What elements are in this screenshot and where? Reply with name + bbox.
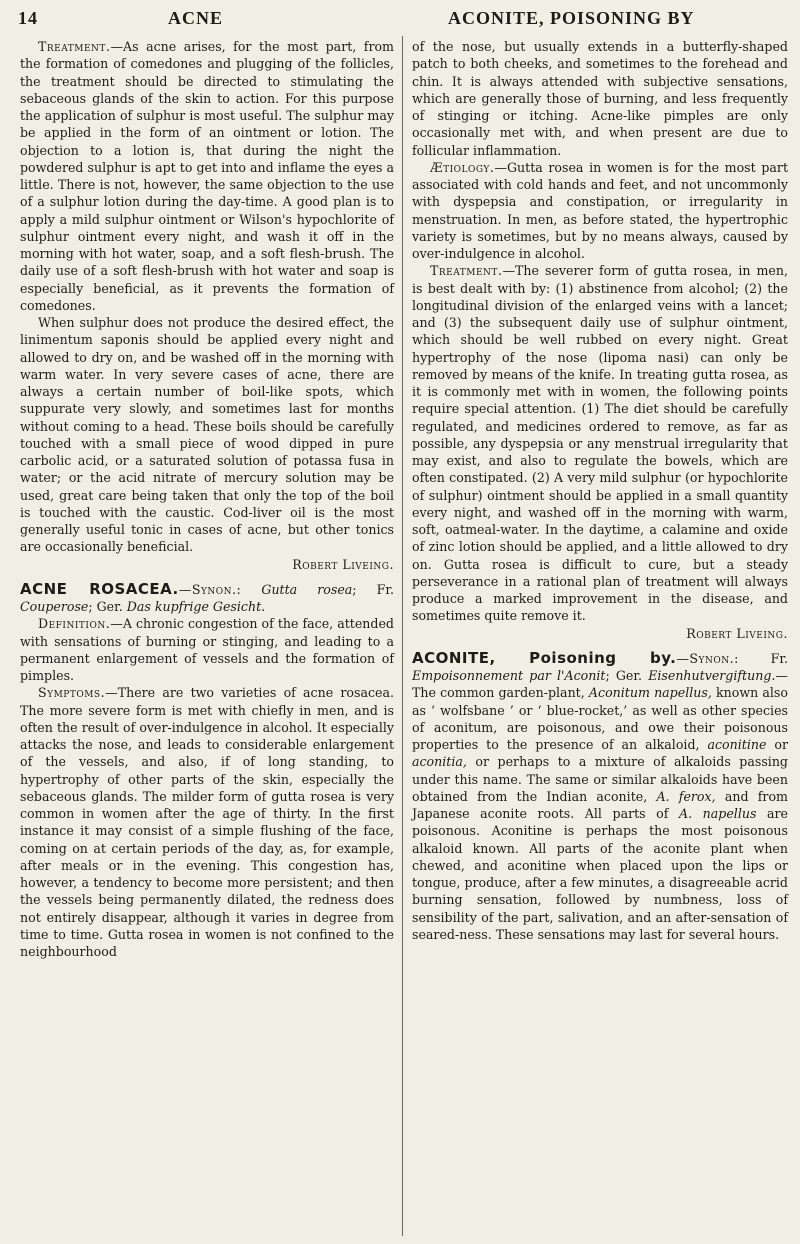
section-label: Definition.: [38, 616, 111, 632]
paragraph-text: known also as ‘ wolfsbane ’ or ‘ blue-rocket,’ as well as other species of aconitum, are poisonous, and owe their poisonous properties to the presence of an alkaloid,: [412, 685, 788, 752]
section-label: Treatment.: [38, 39, 111, 54]
paragraph-text: —Gutta rosea in women is for the most part associated with cold hands and feet, and not uncommonly with dyspepsia and constipation, or irregularity in menstruation. In men, as before stated, the hypertrophic variety is sometimes, but by no means always, caused by over-indulgence in alcohol.: [412, 159, 788, 261]
latin-name: A. ferox,: [656, 788, 716, 804]
continued-paragraph: of the nose, but usually extends in a butterfly-shaped patch to both cheeks, and sometimes to the forehead and chin. It is always attended with subjective sensations, which are generally those of burning, and less frequently of stinging or itching. Acne-like pimples are only occasionally met with, and when present are due to follicular inflammation.: [412, 39, 788, 158]
paragraph-text: —The severer form of gutta rosea, in men, is best dealt with by: (1) abstinence from alcohol; (2) the longitudinal division of the enlarged veins with a lancet; and (3) the subsequent daily use of sulphur ointment, which should be well rubbed on every night. Great hypertrophy of the nose (lipoma nasi) can only be removed by means of the knife. In treating gutta rosea, as it is commonly met with in women, the following points require special attention. (1) The diet should be carefully regulated, and medicines ordered to remove, as far as possible, any dyspepsia or any menstrual irregularity that may exist, and also to regulate the bowels, which are often constipated. (2) A very mild sulphur (or hypochlorite of sulphur) ointment should be applied in a small quantity every night, and washed off in the morning with warm, soft, oatmeal-water. In the daytime, a calamine and oxide of zinc lotion should be applied, and a little allowed to dry on. Gutta rosea is difficult to cure, but a steady perseverance in a rational plan of treatment will always produce a marked improvement in the disease, and sometimes quite remove it.: [412, 263, 788, 624]
synon-label: —Synon.:: [178, 581, 242, 597]
lang-label: ; Ger.: [605, 668, 643, 683]
column-divider: [402, 36, 403, 1236]
section-label: Treatment.: [430, 263, 503, 279]
paragraph-text: or perhaps to a mixture of alkaloids passing under this name. The same or similar alkaloids have been obtained from the Indian aconite,: [412, 754, 788, 804]
latin-name: A. napellus: [679, 806, 757, 821]
synonym: Couperose: [20, 599, 89, 614]
symptoms-paragraph: [20, 684, 394, 960]
paragraph-text: and from Japanese aconite roots. All parts of: [412, 788, 788, 821]
paragraph-text: are poisonous. Aconitine is perhaps the most poisonous alkaloid known. All parts of the aconite plant when chewed, and aconitine when placed upon the lips or tongue, produce, after a few minutes, a disagreeable acrid burning sensation, followed by numbness, loss of sensibility of the part, salivation, and an after-sensation of seared-ness. These sensations may last for several hours.: [412, 806, 788, 942]
author-signature: Robert Liveing.: [686, 625, 788, 641]
page-header: [18, 6, 786, 32]
synonym: Eisenhutvergiftung.: [648, 668, 776, 683]
synonym: Gutta rosea: [261, 581, 353, 597]
synon-label: —Synon.:: [676, 650, 739, 666]
lang-label: ; Ger.: [88, 599, 123, 614]
synonym: Das kupfrige Gesicht.: [126, 599, 266, 614]
paragraph-text: —The common garden-plant,: [412, 668, 788, 701]
entry-title: ACNE ROSACEA.: [20, 579, 179, 598]
paragraph-text: or: [774, 737, 788, 752]
section-label: Ætiology.: [430, 159, 495, 175]
lang-label: Fr.: [770, 650, 788, 666]
paragraph-text: —There are two varieties of acne rosacea. The more severe form is met with chiefly in men, and is often the result of over-indulgence in alcohol. It especially attacks the nose, and leads to considerable enlargement of the vessels, and also, if of long standing, to hypertrophy of other parts of the skin, especially the sebaceous glands. The milder form of gutta rosea is very common in women after the age of thirty. In the first instance it may consist of a simple flushing of the face, coming on at certain periods of the day, as, for example, after meals or in the evening. This congestion has, however, a tendency to become more persistent; and then the vessels being permanently dilated, the redness does not entirely disappear, although it varies in degree from time to time. Gutta rosea in women is not confined to the neighbourhood: [20, 685, 394, 959]
right-column: [412, 38, 788, 943]
entry-acne-rosacea: [20, 581, 394, 616]
definition-paragraph: [20, 615, 394, 684]
entry-title: ACONITE, Poisoning by.: [412, 648, 677, 667]
latin-name: Aconitum napellus,: [588, 685, 712, 701]
alkaloid-name: aconitine: [707, 737, 767, 752]
treatment-paragraph-rosacea: [412, 262, 788, 624]
aetiology-paragraph: [412, 159, 788, 263]
lang-label: ; Fr.: [352, 581, 394, 597]
synonym: Empoisonnement par l'Aconit: [412, 668, 606, 683]
author-signature: Robert Liveing.: [292, 556, 394, 572]
page-number: 14: [18, 8, 38, 28]
treatment-paragraph-2: When sulphur does not produce the desired effect, the linimentum saponis should be applied every night and allowed to dry on, and be washed off in the morning with warm water. In very severe cases of acne, there are always a certain number of boil-like spots, which suppurate very slowly, and sometimes last for months without coming to a head. These boils should be carefully touched with a small piece of wood dipped in pure carbolic acid, or a saturated solution of potassa fusa in water; or the acid nitrate of mercury solution may be used, great care being taken that only the top of the boil is touched with the caustic. Cod-liver oil is the most generally useful tonic in cases of acne, but other tonics are occasionally beneficial.: [20, 315, 394, 555]
paragraph-text: —As acne arises, for the most part, from the formation of comedones and plugging of the follicles, the treatment should be directed to stimulating the sebaceous glands of the skin to action. For this purpose the application of sulphur is most useful. The sulphur may be applied in the form of an ointment or lotion. The objection to a lotion is, that during the night the powdered sulphur is apt to get into and inflame the eyes a little. There is not, however, the same objection to the use of a sulphur lotion during the day-time. A good plan is to apply a mild sulphur ointment or Wilson's hypochlorite of sulphur ointment every night, and wash it off in the morning with hot water, soap, and a soft flesh-brush. The daily use of a soft flesh-brush with hot water and soap is especially beneficial, as it prevents the formation of comedones.: [20, 39, 394, 313]
treatment-paragraph: [20, 38, 394, 314]
entry-aconite: [412, 650, 788, 943]
section-label: Symptoms.: [38, 685, 106, 701]
paragraph-text: —A chronic congestion of the face, attended with sensations of burning or stinging, and leading to a permanent enlargement of vessels and the formation of pimples.: [20, 616, 394, 683]
left-column: [20, 38, 394, 960]
running-title-right: ACONITE, POISONING BY: [448, 8, 695, 28]
running-title-left: ACNE: [168, 8, 224, 28]
alkaloid-name: aconitia,: [412, 754, 467, 770]
